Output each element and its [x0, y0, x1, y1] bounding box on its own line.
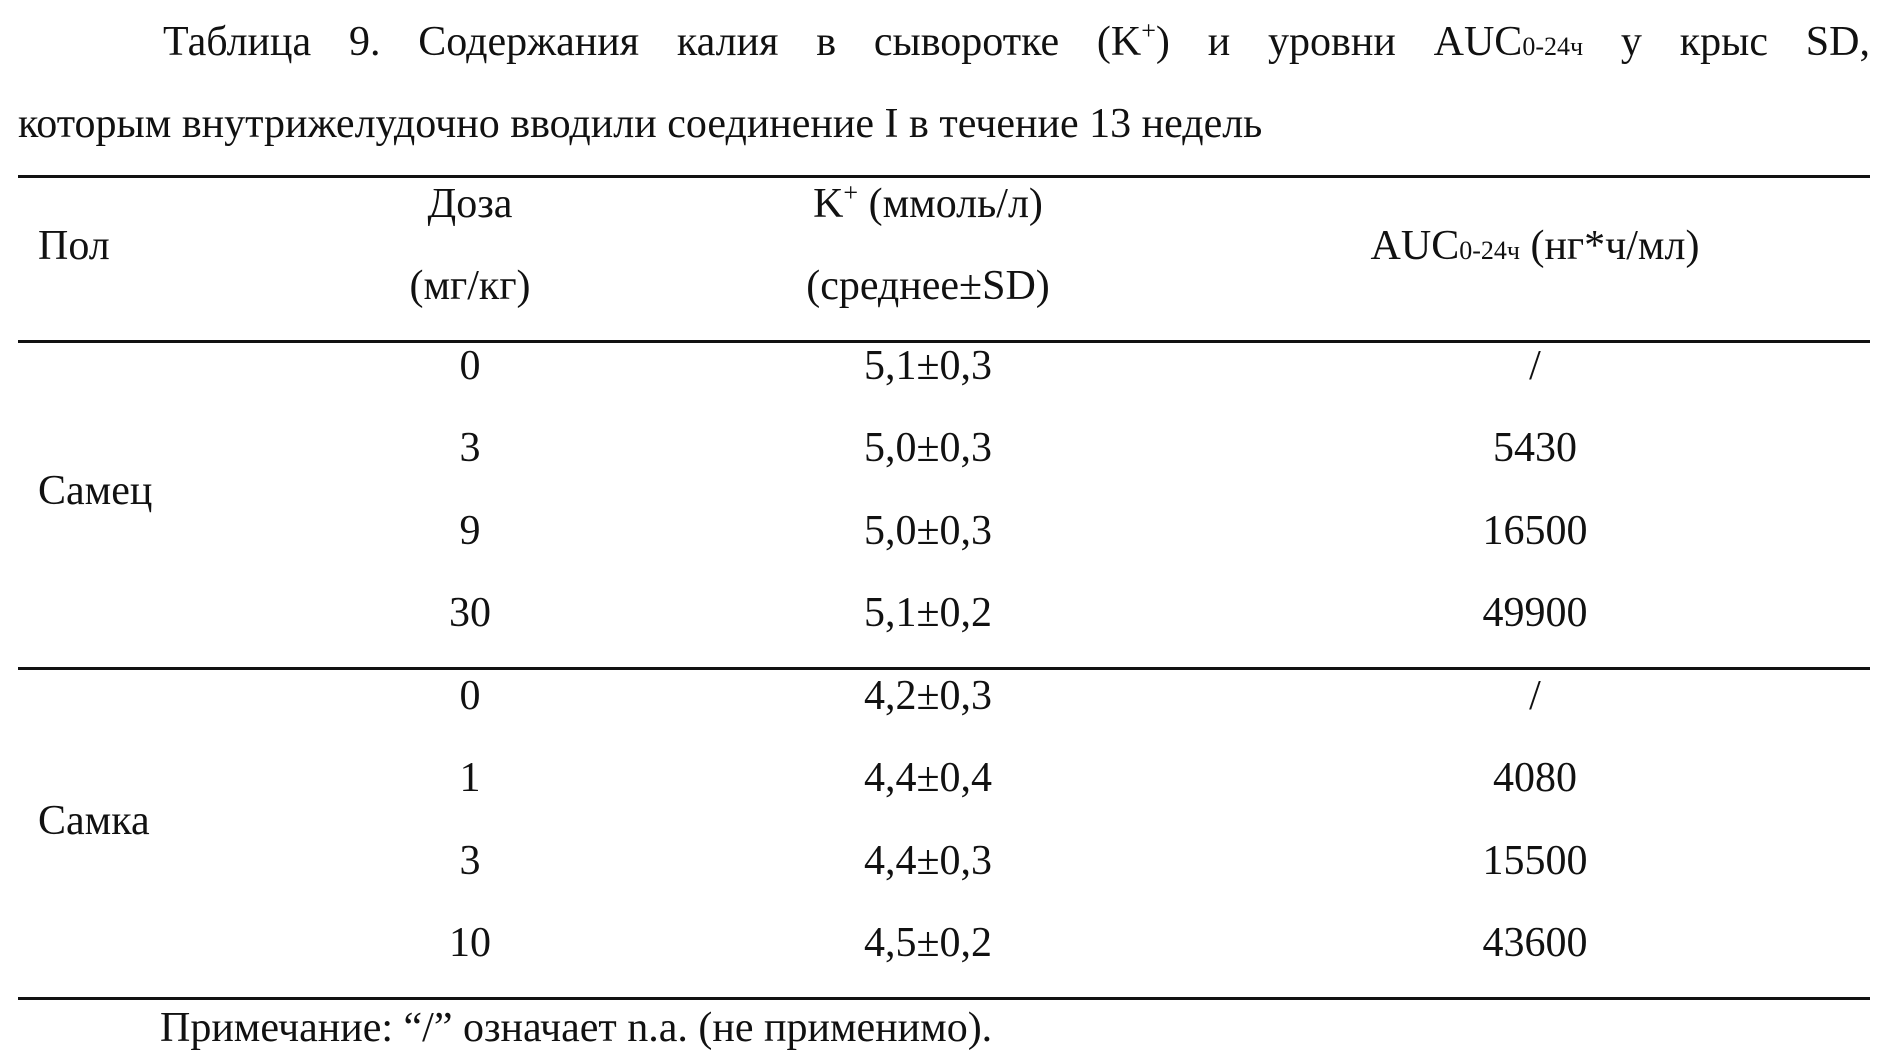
cell-potassium: 5,0±0,3 [863, 425, 993, 471]
cell-dose: 10 [449, 920, 491, 966]
cell-auc: 43600 [1482, 920, 1588, 966]
header-potassium [813, 178, 1043, 230]
cell-dose: 1 [459, 755, 481, 801]
header-dose: Доза [427, 181, 513, 227]
header-k-superscript: + [843, 178, 859, 207]
header-k-prefix: K [813, 181, 844, 227]
cell-dose: 9 [459, 508, 481, 554]
cell-auc: 4080 [1493, 755, 1577, 801]
cell-potassium: 4,5±0,2 [863, 920, 993, 966]
cell-auc: 5430 [1493, 425, 1577, 471]
caption-prefix: Таблица 9. Содержания калия в сыворотке (K [163, 19, 1142, 65]
cell-dose: 30 [449, 590, 491, 636]
cell-dose: 3 [459, 425, 481, 471]
caption-k-superscript: + [1141, 16, 1156, 45]
cell-potassium: 5,1±0,3 [863, 343, 993, 389]
cell-auc: / [1529, 673, 1541, 719]
header-sex: Пол [38, 223, 110, 269]
cell-potassium: 5,0±0,3 [863, 508, 993, 554]
group-sex-female: Самка [38, 798, 150, 844]
table-caption-line-1 [18, 0, 1870, 89]
header-k-unit: (ммоль/л) [858, 181, 1043, 227]
table-footnote: Примечание: “/” означает n.a. (не применимо). [160, 1005, 993, 1051]
cell-dose: 0 [459, 673, 481, 719]
cell-potassium: 4,4±0,4 [863, 755, 993, 801]
table-caption-line-2: которым внутрижелудочно вводили соединение I в течение 13 недель [18, 101, 1263, 147]
cell-auc: / [1529, 343, 1541, 389]
caption-middle: ) и уровни AUC [1155, 19, 1523, 65]
header-dose-unit: (мг/кг) [409, 263, 531, 309]
cell-dose: 3 [459, 838, 481, 884]
table-bottom-rule [18, 997, 1870, 1000]
cell-auc: 16500 [1482, 508, 1588, 554]
header-auc-unit: (нг*ч/мл) [1519, 223, 1700, 269]
caption-auc-subscript: 0-24ч [1522, 32, 1584, 61]
header-auc-subscript: 0-24ч [1459, 236, 1520, 265]
cell-auc: 15500 [1482, 838, 1588, 884]
cell-potassium: 5,1±0,2 [863, 590, 993, 636]
group-sex-male: Самец [38, 468, 153, 514]
header-auc-prefix: AUC [1370, 223, 1460, 269]
header-potassium-stat: (среднее±SD) [806, 263, 1050, 309]
cell-potassium: 4,2±0,3 [863, 673, 993, 719]
cell-potassium: 4,4±0,3 [863, 838, 993, 884]
caption-suffix: у крыс SD, [1583, 19, 1870, 65]
cell-auc: 49900 [1482, 590, 1588, 636]
cell-dose: 0 [459, 343, 481, 389]
header-auc [1371, 220, 1700, 277]
